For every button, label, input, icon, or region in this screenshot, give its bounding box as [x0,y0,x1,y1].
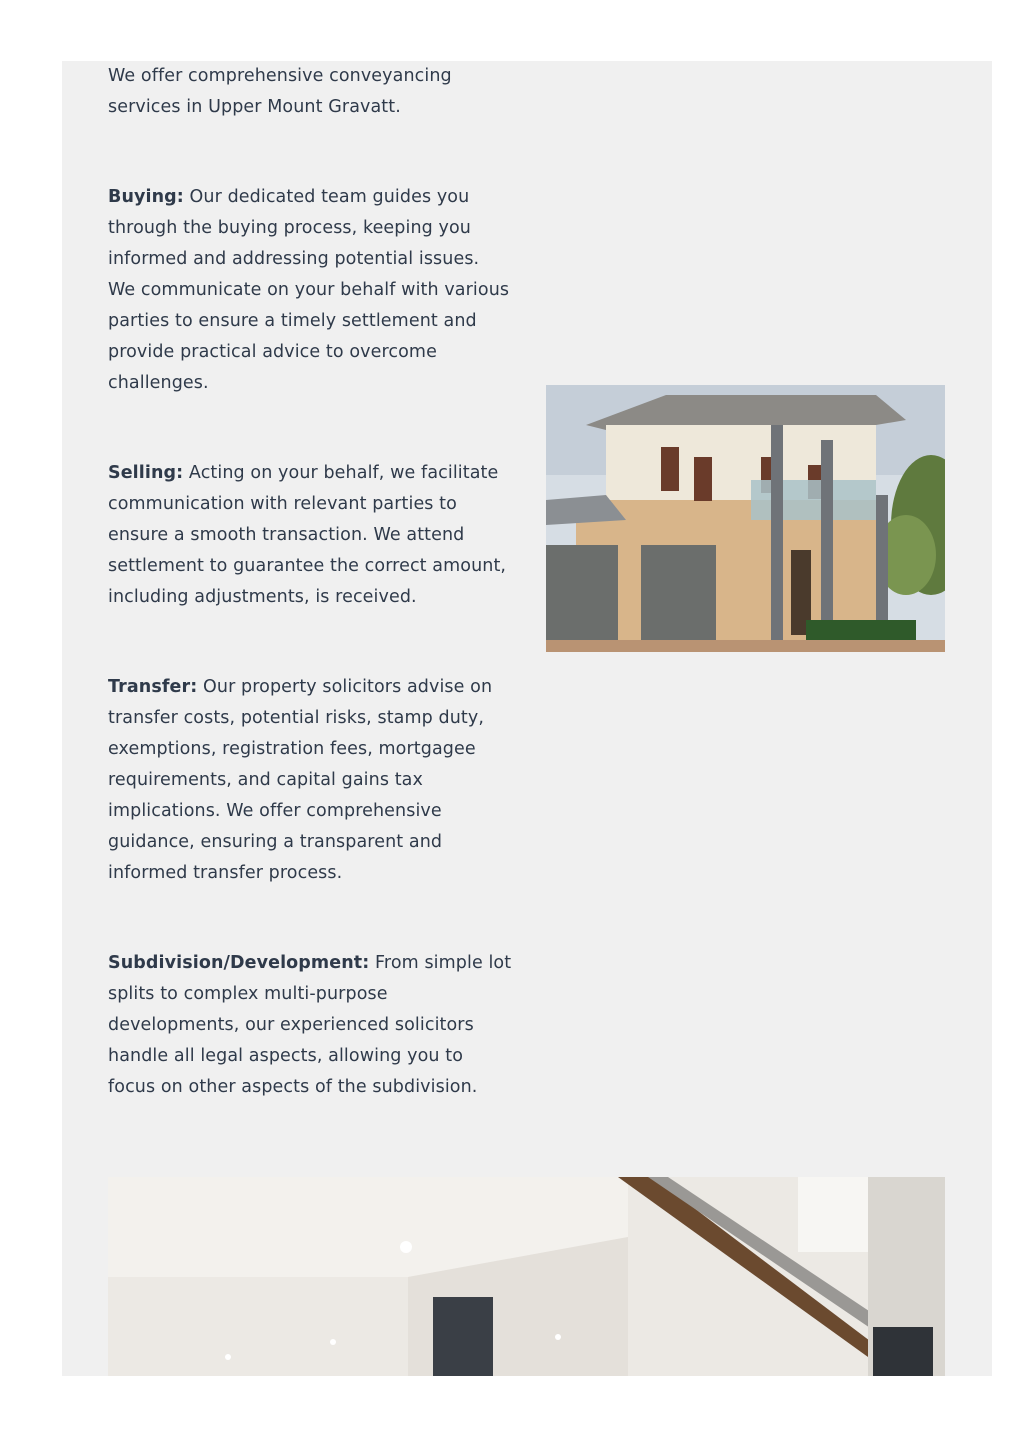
service-selling [108,458,512,613]
service-label: Subdivision/Development: [108,953,370,973]
service-text: Our dedicated team guides you through the buying process, keeping you informed and addressing potential issues. We communicate on your behalf with various parties to ensure a timely settlement and provide practical advice to overcome challenges. [108,187,510,393]
content-panel [62,61,992,1376]
interior-photo [108,1177,945,1376]
service-label: Buying: [108,187,184,207]
service-label: Transfer: [108,677,198,697]
services-text-column [108,61,512,1162]
service-buying [108,182,512,399]
service-text: Our property solicitors advise on transfer costs, potential risks, stamp duty, exemptions, registration fees, mortgagee requirements, and capital gains tax implications. We offer comprehensive guidance, ensuring a transparent and informed transfer process. [108,677,493,883]
house-photo [546,385,945,652]
service-subdivision [108,948,512,1103]
service-text: From simple lot splits to complex multi-purpose developments, our experienced solicitors handle all legal aspects, allowing you to focus on other aspects of the subdivision. [108,953,512,1097]
intro-paragraph: We offer comprehensive conveyancing services in Upper Mount Gravatt. [108,66,452,117]
service-transfer [108,672,512,889]
service-text: Acting on your behalf, we facilitate communication with relevant parties to ensure a smooth transaction. We attend settlement to guarantee the correct amount, including adjustments, is received. [108,463,507,607]
service-label: Selling: [108,463,184,483]
